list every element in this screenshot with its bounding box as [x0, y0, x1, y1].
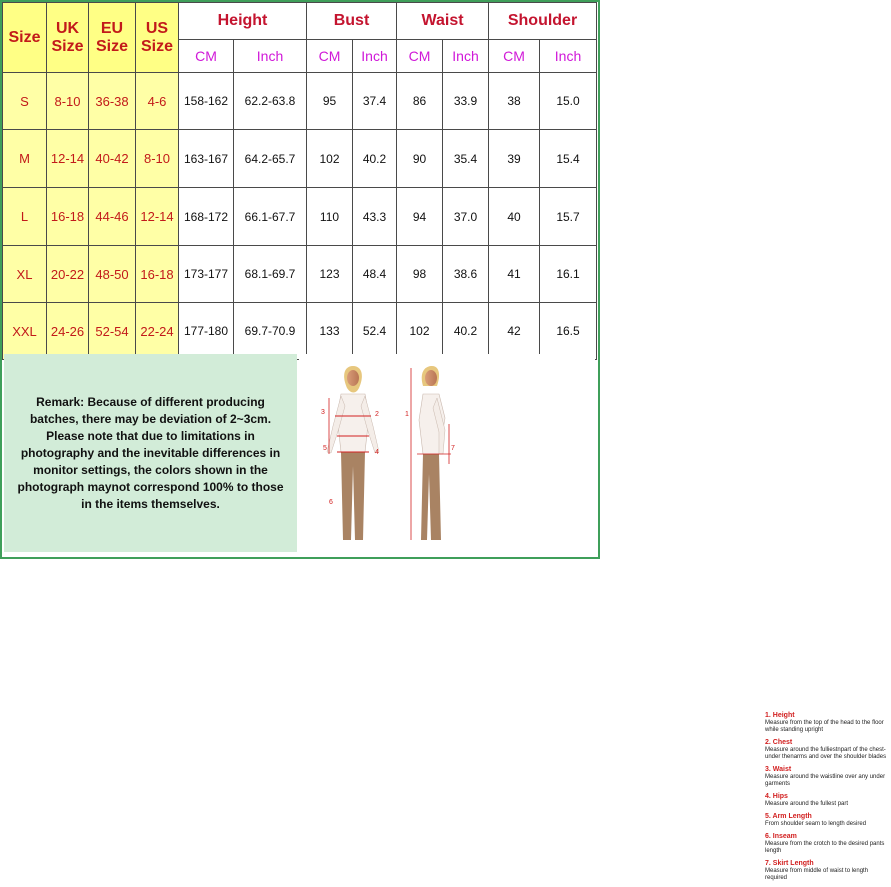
size-row: [3, 246, 597, 303]
bust-header: Bust: [307, 3, 397, 40]
size-cell: L: [3, 188, 47, 246]
us-size-header: US Size: [136, 3, 179, 73]
eu-size-cell: 44-46: [89, 188, 136, 246]
unit-cm: CM: [179, 40, 234, 73]
legend-title: 4. Hips: [765, 793, 788, 800]
unit-cm: CM: [397, 40, 443, 73]
legend-title: 7. Skirt Length: [765, 860, 814, 867]
remark-text: Remark: Because of different producing batches, there may be deviation of 2~3cm. Please note that due to limitations in photography and the inevitable differences in monitor settings, the colors shown in the photograph maynot correspond 100% to those in the items themselves.: [17, 394, 284, 511]
shoulder-in-cell: 15.7: [540, 188, 597, 246]
waist-in-cell: 35.4: [443, 130, 489, 188]
shoulder-cm-cell: 38: [489, 73, 540, 130]
legend-description: Measure around the waistline over any under garments: [765, 774, 886, 787]
height-in-cell: 64.2-65.7: [234, 130, 307, 188]
eu-size-cell: 36-38: [89, 73, 136, 130]
measurement-guide: [299, 354, 887, 881]
size-row: [3, 303, 597, 360]
shoulder-cm-cell: 39: [489, 130, 540, 188]
size-row: [3, 188, 597, 246]
shoulder-cm-cell: 40: [489, 188, 540, 246]
size-table: [2, 2, 597, 360]
shoulder-cm-cell: 42: [489, 303, 540, 360]
height-cm-cell: 158-162: [179, 73, 234, 130]
bust-cm-cell: 102: [307, 130, 353, 188]
eu-size-cell: 40-42: [89, 130, 136, 188]
measurement-legend: [765, 712, 891, 887]
waist-cm-cell: 102: [397, 303, 443, 360]
uk-size-header: UK Size: [47, 3, 89, 73]
front-figure: [327, 366, 379, 540]
marker-7: 7: [451, 445, 455, 452]
eu-size-header: EU Size: [89, 3, 136, 73]
shoulder-header: Shoulder: [489, 3, 597, 40]
height-cm-cell: 177-180: [179, 303, 234, 360]
legend-description: Measure around the fullest part: [765, 801, 849, 807]
legend-item: [765, 793, 891, 808]
shoulder-in-cell: 16.1: [540, 246, 597, 303]
legend-item: [765, 766, 891, 788]
legend-title: 5. Arm Length: [765, 813, 812, 820]
uk-size-cell: 8-10: [47, 73, 89, 130]
size-cell: XXL: [3, 303, 47, 360]
legend-item: [765, 813, 891, 828]
uk-size-cell: 24-26: [47, 303, 89, 360]
legend-item: [765, 833, 891, 855]
size-cell: M: [3, 130, 47, 188]
size-cell: S: [3, 73, 47, 130]
legend-title: 1. Height: [765, 712, 795, 719]
height-in-cell: 62.2-63.8: [234, 73, 307, 130]
legend-description: From shoulder seam to length desired: [765, 821, 867, 827]
size-cell: XL: [3, 246, 47, 303]
bust-cm-cell: 110: [307, 188, 353, 246]
bust-cm-cell: 123: [307, 246, 353, 303]
unit-cm: CM: [307, 40, 353, 73]
us-size-cell: 16-18: [136, 246, 179, 303]
height-cm-cell: 173-177: [179, 246, 234, 303]
shoulder-in-cell: 15.0: [540, 73, 597, 130]
shoulder-cm-cell: 41: [489, 246, 540, 303]
bust-in-cell: 48.4: [353, 246, 397, 303]
unit-inch: Inch: [353, 40, 397, 73]
height-in-cell: 68.1-69.7: [234, 246, 307, 303]
guide-figures: [299, 354, 595, 552]
bust-in-cell: 40.2: [353, 130, 397, 188]
header-row-1: [3, 3, 597, 40]
size-rows: [3, 73, 597, 360]
waist-in-cell: 37.0: [443, 188, 489, 246]
size-row: [3, 130, 597, 188]
waist-in-cell: 33.9: [443, 73, 489, 130]
side-figure: [411, 366, 451, 540]
bust-in-cell: 37.4: [353, 73, 397, 130]
legend-description: Measure around the fulliestnpart of the chest-under thenarms and over the shoulder blades: [765, 747, 887, 760]
eu-size-cell: 52-54: [89, 303, 136, 360]
remark-box: [4, 354, 297, 552]
marker-5: 5: [323, 445, 327, 452]
unit-cm: CM: [489, 40, 540, 73]
legend-title: 2. Chest: [765, 739, 793, 746]
waist-cm-cell: 98: [397, 246, 443, 303]
size-header: Size: [3, 3, 47, 73]
us-size-cell: 22-24: [136, 303, 179, 360]
size-row: [3, 73, 597, 130]
legend-item: [765, 739, 891, 761]
bust-in-cell: 52.4: [353, 303, 397, 360]
legend-description: Measure from the top of the head to the floor while standing upright: [765, 720, 884, 733]
bust-in-cell: 43.3: [353, 188, 397, 246]
legend-item: [765, 860, 891, 882]
unit-inch: Inch: [540, 40, 597, 73]
uk-size-cell: 16-18: [47, 188, 89, 246]
legend-description: Measure from the crotch to the desired pants length: [765, 841, 885, 854]
height-in-cell: 66.1-67.7: [234, 188, 307, 246]
height-cm-cell: 163-167: [179, 130, 234, 188]
legend-title: 6. Inseam: [765, 833, 797, 840]
waist-cm-cell: 90: [397, 130, 443, 188]
marker-1: 1: [405, 411, 409, 418]
height-cm-cell: 168-172: [179, 188, 234, 246]
marker-2: 2: [375, 411, 379, 418]
unit-inch: Inch: [443, 40, 489, 73]
waist-in-cell: 40.2: [443, 303, 489, 360]
waist-in-cell: 38.6: [443, 246, 489, 303]
bust-cm-cell: 95: [307, 73, 353, 130]
unit-inch: Inch: [234, 40, 307, 73]
us-size-cell: 4-6: [136, 73, 179, 130]
legend-description: Measure from middle of waist to length required: [765, 868, 869, 881]
legend-item: [765, 712, 891, 734]
waist-cm-cell: 94: [397, 188, 443, 246]
marker-6: 6: [329, 499, 333, 506]
shoulder-in-cell: 16.5: [540, 303, 597, 360]
legend-title: 3. Waist: [765, 766, 792, 773]
bust-cm-cell: 133: [307, 303, 353, 360]
uk-size-cell: 20-22: [47, 246, 89, 303]
waist-header: Waist: [397, 3, 489, 40]
height-in-cell: 69.7-70.9: [234, 303, 307, 360]
height-header: Height: [179, 3, 307, 40]
eu-size-cell: 48-50: [89, 246, 136, 303]
waist-cm-cell: 86: [397, 73, 443, 130]
shoulder-in-cell: 15.4: [540, 130, 597, 188]
us-size-cell: 12-14: [136, 188, 179, 246]
marker-3: 3: [321, 409, 325, 416]
uk-size-cell: 12-14: [47, 130, 89, 188]
marker-4: 4: [375, 449, 379, 456]
us-size-cell: 8-10: [136, 130, 179, 188]
